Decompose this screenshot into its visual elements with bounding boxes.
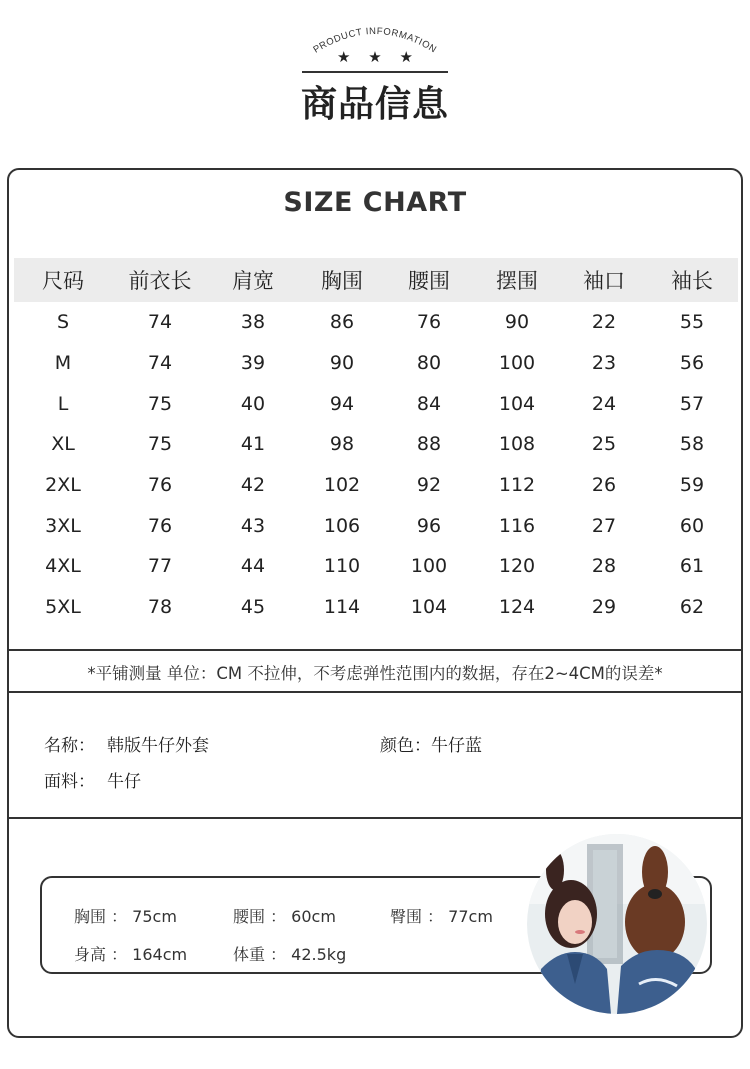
measurement-cell: 59 [679,474,705,497]
measurement-cell: 76 [147,514,173,537]
measurement-cell: 76 [416,311,442,334]
star-icon: ★ [399,48,413,66]
column-header: 袖口 [562,258,646,302]
measurement-cell: 90 [504,311,530,334]
measurement-cell: 120 [498,555,536,578]
measurement-cell: 108 [498,433,536,456]
measurement-cell: 104 [410,596,448,619]
size-label-cell: S [56,311,70,334]
measurement-cell: 78 [147,596,173,619]
measurement-cell: 84 [416,392,442,415]
measurement-cell: 88 [416,433,442,456]
table-header-row [14,258,738,302]
size-table [14,258,738,628]
measurement-cell: 106 [323,514,361,537]
measurement-cell: 57 [679,392,705,415]
star-icon: ★ [337,48,351,66]
rating-stars [337,48,413,66]
model-photo-illustration [527,834,707,1014]
table-row [14,343,738,384]
measurement-cell: 112 [498,474,536,497]
table-row [14,424,738,465]
size-label-cell: L [57,392,69,415]
product-information-text: PRODUCT INFORMATION [311,25,439,56]
measurement-cell: 100 [498,352,536,375]
measurement-cell: 96 [416,514,442,537]
table-row [14,383,738,424]
measurement-cell: 80 [416,352,442,375]
measurement-cell: 39 [240,352,266,375]
product-color [380,731,482,756]
note-top-divider [9,649,741,651]
measurement-cell: 124 [498,596,536,619]
measurement-cell: 28 [591,555,617,578]
measurement-cell: 24 [591,392,617,415]
measurement-cell: 77 [147,555,173,578]
measurement-cell: 100 [410,555,448,578]
size-label-cell: 2XL [45,474,81,497]
measurement-cell: 43 [240,514,266,537]
product-fabric-value: 牛仔 [107,772,141,792]
measurement-cell: 38 [240,311,266,334]
model-section-divider [9,817,741,819]
product-name [44,731,209,756]
product-name-value: 韩版牛仔外套 [107,736,209,756]
measurement-cell: 114 [323,596,361,619]
measurement-cell: 42 [240,474,266,497]
measurement-cell: 58 [679,433,705,456]
measurement-cell: 45 [240,596,266,619]
column-header: 袖长 [646,258,738,302]
page-header [0,0,750,160]
measurement-cell: 23 [591,352,617,375]
measurement-cell: 74 [147,352,173,375]
measurement-note: *平铺测量 单位：CM 不拉伸，不考虑弹性范围内的数据，存在2~4CM的误差* [87,664,663,683]
measurement-cell: 90 [329,352,355,375]
size-label-cell: XL [51,433,75,456]
measurement-cell: 56 [679,352,705,375]
measurement-cell: 74 [147,311,173,334]
measurement-cell: 75 [147,392,173,415]
measurement-cell: 41 [240,433,266,456]
column-header: 前衣长 [112,258,208,302]
measurement-cell: 55 [679,311,705,334]
column-header: 胸围 [298,258,386,302]
measurement-cell: 86 [329,311,355,334]
table-row [14,546,738,587]
column-header: 肩宽 [208,258,298,302]
size-label-cell: 5XL [45,596,81,619]
measurement-cell: 102 [323,474,361,497]
table-row [14,465,738,506]
measurement-cell: 75 [147,433,173,456]
model-height: 身高 ： 164cm [74,945,188,964]
model-waist: 腰围 ： 60cm [233,907,336,926]
measurement-cell: 61 [679,555,705,578]
header-divider [302,71,448,73]
column-header: 摆围 [472,258,562,302]
measurement-cell: 25 [591,433,617,456]
measurement-cell: 22 [591,311,617,334]
product-fabric-label: 面料： [44,772,95,792]
size-chart-title: SIZE CHART [283,187,467,218]
measurement-cell: 60 [679,514,705,537]
model-hip: 臀围 ： 77cm [390,907,493,926]
note-bottom-divider [9,691,741,693]
size-chart-card [7,168,743,1038]
model-weight: 体重 ： 42.5kg [233,945,347,964]
measurement-cell: 29 [591,596,617,619]
table-row [14,587,738,628]
product-name-label: 名称： [44,736,95,756]
measurement-cell: 76 [147,474,173,497]
page-title: 商品信息 [300,84,449,125]
measurement-cell: 116 [498,514,536,537]
column-header: 腰围 [386,258,472,302]
size-label-cell: 4XL [45,555,81,578]
size-label-cell: 3XL [45,514,81,537]
model-chest: 胸围 ： 75cm [74,907,177,926]
measurement-cell: 62 [679,596,705,619]
table-row [14,505,738,546]
measurement-cell: 110 [323,555,361,578]
star-icon: ★ [368,48,382,66]
measurement-cell: 26 [591,474,617,497]
model-photo [527,834,707,1014]
product-color-label: 颜色： [380,736,431,756]
measurement-cell: 27 [591,514,617,537]
size-label-cell: M [54,352,72,375]
table-row [14,302,738,343]
measurement-cell: 104 [498,392,536,415]
measurement-cell: 92 [416,474,442,497]
measurement-cell: 98 [329,433,355,456]
product-fabric [44,767,141,792]
product-color-value: 牛仔蓝 [431,736,482,756]
measurement-cell: 44 [240,555,266,578]
measurement-cell: 94 [329,392,355,415]
measurement-cell: 40 [240,392,266,415]
column-header: 尺码 [14,258,112,302]
